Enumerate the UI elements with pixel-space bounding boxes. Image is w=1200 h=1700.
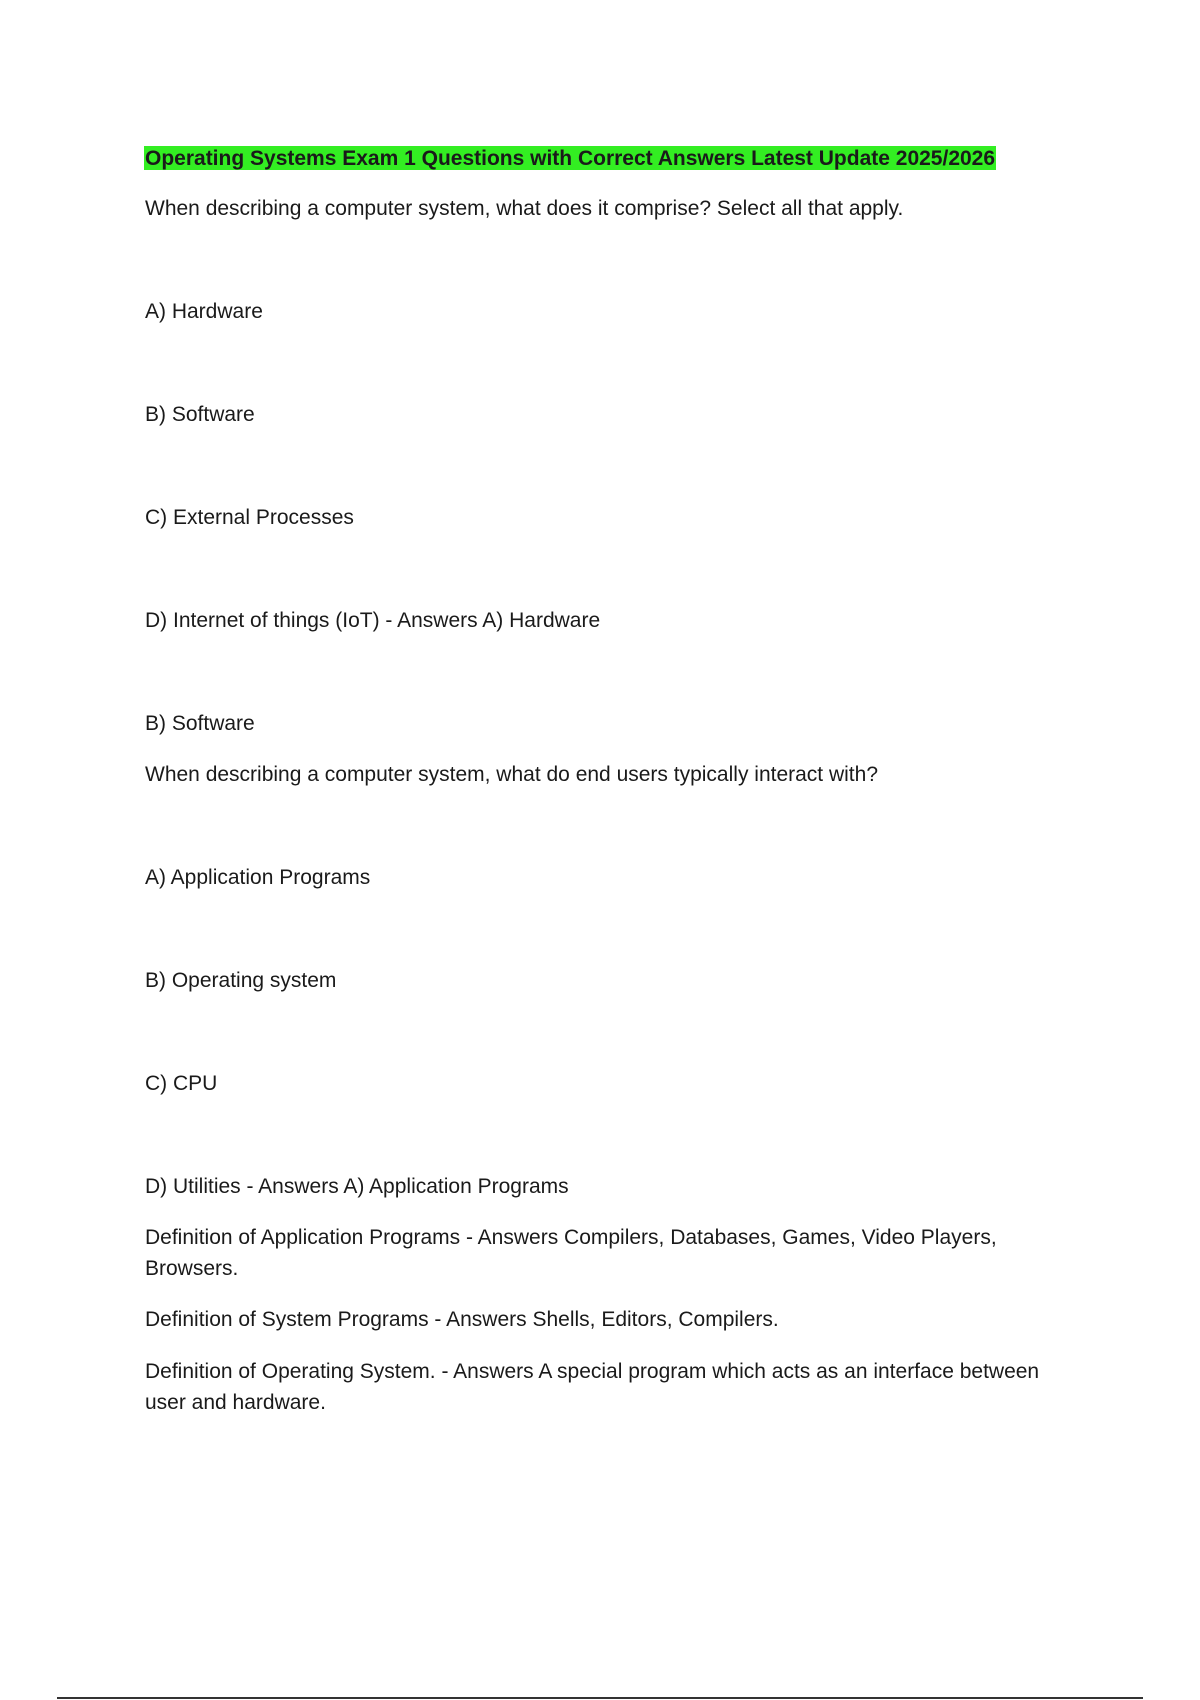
question-2: When describing a computer system, what do end users typically interact with? (145, 763, 879, 786)
definition-system-programs: Definition of System Programs - Answers Shells, Editors, Compilers. (145, 1308, 779, 1331)
question-1-option-b: B) Software (145, 403, 255, 426)
definition-operating-system: Definition of Operating System. - Answers A special program which acts as an interface between user and hardware. (145, 1360, 1040, 1414)
question-1-option-c: C) External Processes (145, 506, 354, 529)
question-1: When describing a computer system, what does it comprise? Select all that apply. (145, 197, 904, 220)
question-2-option-c: C) CPU (145, 1072, 218, 1095)
document-title: Operating Systems Exam 1 Questions with Correct Answers Latest Update 2025/2026 (145, 147, 996, 170)
question-1-option-d-answer: D) Internet of things (IoT) - Answers A) Hardware (145, 609, 601, 632)
question-2-option-d-answer: D) Utilities - Answers A) Application Programs (145, 1175, 569, 1198)
document-title-line (145, 143, 1065, 174)
question-1-option-a: A) Hardware (145, 300, 263, 323)
footer-divider (57, 1697, 1143, 1699)
question-2-option-a: A) Application Programs (145, 866, 371, 889)
definition-application-programs: Definition of Application Programs - Answers Compilers, Databases, Games, Video Players, Browsers. (145, 1226, 997, 1280)
question-1-answer-continued: B) Software (145, 712, 255, 735)
question-2-option-b: B) Operating system (145, 969, 337, 992)
